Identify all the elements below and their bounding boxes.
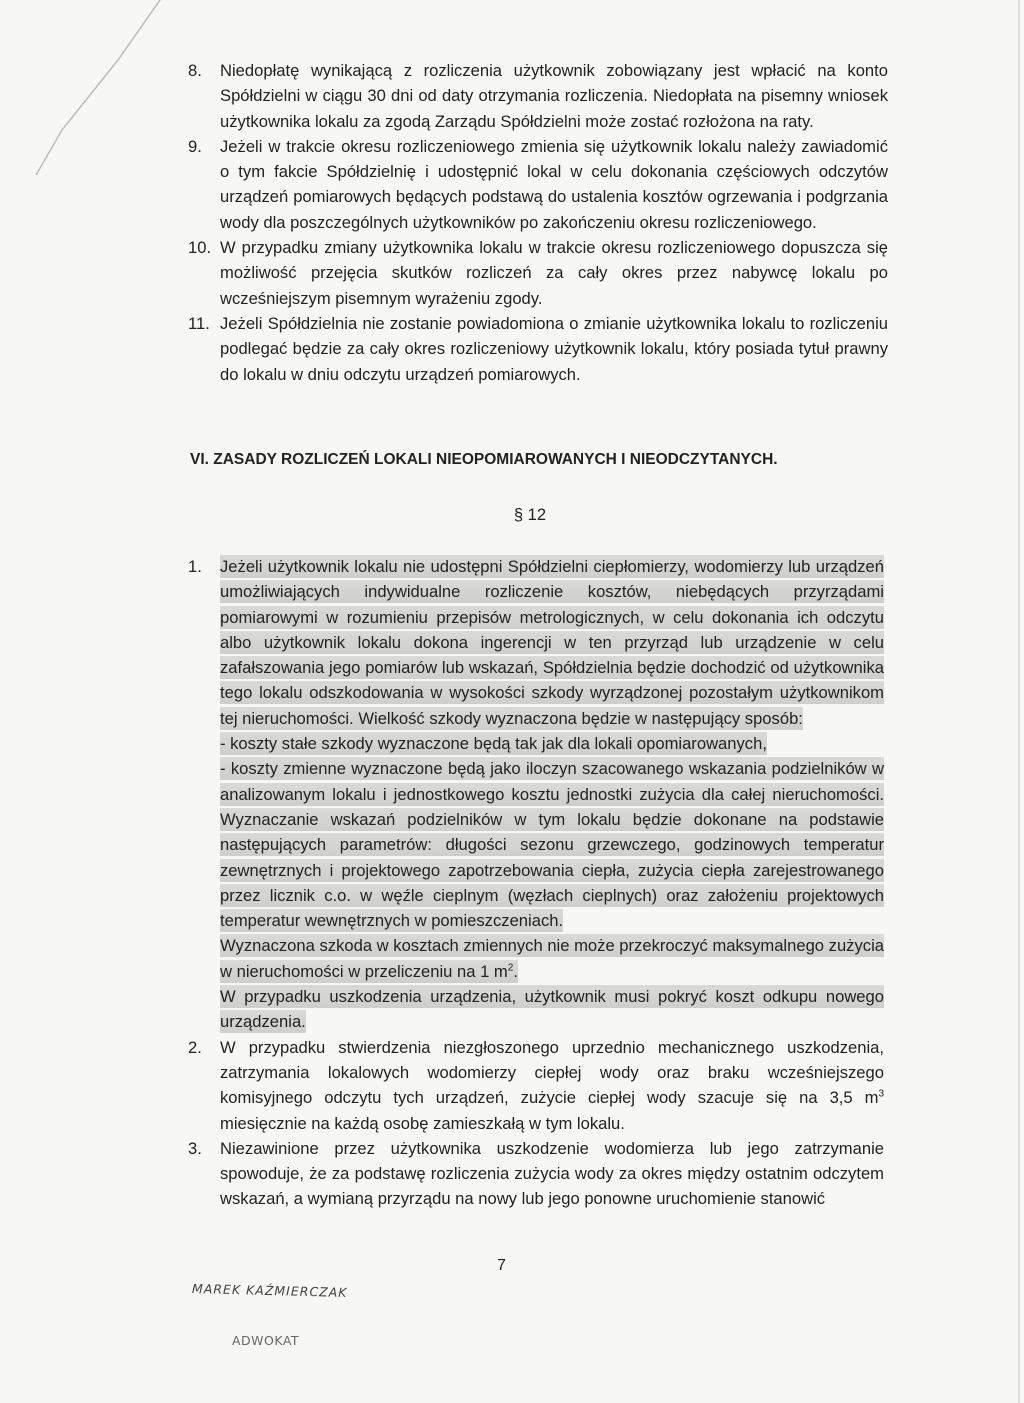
item-number: 2.: [188, 1037, 202, 1057]
item-number: 10.: [188, 238, 212, 258]
list-item: [188, 1035, 884, 1136]
highlighted-text: Wyznaczona szkoda w kosztach zmiennych nie może przekroczyć maksymalnego zużycia w nieruchomości w przeliczeniu na 1 $m^2$.: [220, 936, 884, 981]
item-text: Niedopłatę wynikającą z rozliczenia użytkownik zobowiązany jest wpłacić na konto Spółdzielni w ciągu 30 dni od daty otrzymania rozliczenia. Niedopłata na pisemny wniosek użytkownika lokalu za zgodą Zarządu Spółdzielni może zostać rozłożona na raty.: [220, 61, 888, 131]
item-text: Jeżeli w trakcie okresu rozliczeniowego zmienia się użytkownik lokalu należy zawiadomić o tym fakcie Spółdzielnię i udostępnić lokal w celu dokonania częściowych odczytów urządzeń pomiarowych będących podstawą do ustalenia kosztów ogrzewania i podgrzania wody dla poszczególnych użytkowników po zakończeniu okresu rozliczeniowego.: [220, 136, 888, 232]
highlighted-text: - koszty zmienne wyznaczone będą jako iloczyn szacowanego wskazania podzielników w analizowanym lokalu i jednostkowego kosztu jednostki zużycia dla całej nieruchomości. Wyznaczanie wskazań podzielników w tym lokalu będzie dokonane na podstawie następujących parametrów: długości sezonu grzewczego, godzinowych temperatur zewnętrznych i projektowego zapotrzebowania ciepła, zużycia ciepła zarejestrowanego przez licznik c.o. w węźle cieplnym (węzłach cieplnych) oraz założeniu projektowych temperatur wewnętrznych w pomieszczeniach.: [220, 759, 884, 931]
item-body: [220, 554, 884, 1035]
item-text: W przypadku zmiany użytkownika lokalu w trakcie okresu rozliczeniowego dopuszcza się możliwość przejęcia skutków rozliczeń za cały okres przez nabywcę lokalu po wcześniejszym pisemnym wyrażeniu zgody.: [220, 238, 888, 308]
page-number: 7: [497, 1257, 506, 1274]
item-text: Niezawinione przez użytkownika uszkodzenie wodomierza lub jego zatrzymanie spowoduje, że za podstawę rozliczenia zużycia wody za okres między ostatnim odczytem wskazań, a wymianą przyrządu na nowy lub jego ponowne uruchomienie stanowić: [220, 1138, 884, 1209]
list-item: [188, 554, 884, 1035]
item-text: Jeżeli Spółdzielnia nie zostanie powiadomiona o zmianie użytkownika lokalu to rozliczeniu podlegać będzie za cały okres rozliczeniowy użytkownik lokalu, który posiada tytuł prawny do lokalu w dniu odczytu urządzeń pomiarowych.: [220, 313, 888, 384]
list-item: [188, 311, 888, 387]
section-heading: VI. ZASADY ROZLICZEŃ LOKALI NIEOPOMIAROWANYCH I NIEODCZYTANYCH.: [190, 451, 778, 468]
item-number: 8.: [188, 61, 202, 80]
clauses-list-section-12: [188, 554, 884, 1212]
clauses-list-top: [188, 58, 888, 387]
paragraph-sign: § 12: [513, 505, 547, 524]
list-item: [188, 58, 888, 134]
list-item: [188, 134, 888, 235]
item-number: 9.: [188, 136, 202, 156]
list-item: [188, 1136, 884, 1212]
item-number: 1.: [188, 557, 202, 576]
item-number: 3.: [188, 1138, 202, 1158]
stamp-title: ADWOKAT: [232, 1333, 300, 1348]
item-text: W przypadku stwierdzenia niezgłoszonego uprzednio mechanicznego uszkodzenia, zatrzymania lokalowych wodomierzy ciepłej wody oraz braku wcześniejszego komisyjnego odczytu tych urządzeń, zużycie ciepłej wody szacuje się na 3,5 $m^3$ miesięcznie na każdą osobę zamieszkałą w tym lokalu.: [220, 1037, 884, 1133]
highlighted-text: - koszty stałe szkody wyznaczone będą tak jak dla lokali opomiarowanych,: [220, 734, 767, 754]
highlighted-text: W przypadku uszkodzenia urządzenia, użytkownik musi pokryć koszt odkupu nowego urządzenia.: [220, 987, 884, 1032]
item-number: 11.: [188, 313, 210, 333]
highlighted-text: Jeżeli użytkownik lokalu nie udostępni Spółdzielni ciepłomierzy, wodomierzy lub urządzeń umożliwiających indywidualne rozliczenie kosztów, niebędących przyrządami pomiarowymi w rozumieniu przepisów metrologicznych, w celu dokonania ich odczytu albo użytkownik lokalu dokona ingerencji w ten przyrząd lub urządzenie w celu zafałszowania jego pomiarów lub wskazań, Spółdzielnia będzie dochodzić od użytkownika tego lokalu odszkodowania w wysokości szkody wyrządzonej pozostałym użytkownikom tej nieruchomości. Wielkość szkody wyznaczona będzie w następujący sposób:: [220, 557, 884, 728]
list-item: [188, 235, 888, 311]
stamp-name: MAREK KAŹMIERCZAK: [191, 1280, 348, 1301]
